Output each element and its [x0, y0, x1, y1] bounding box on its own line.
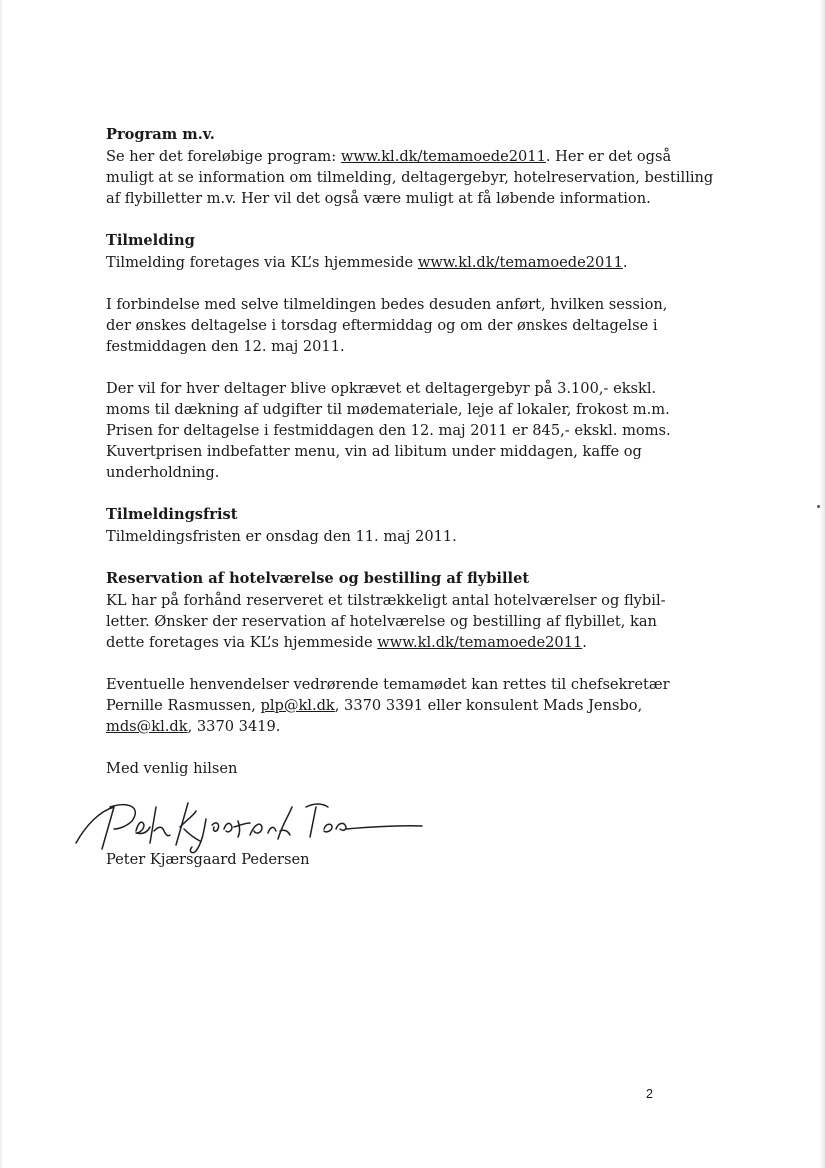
section-contact: [106, 674, 670, 737]
reservation-heading: Reservation af hotelværelse og bestilling af flybillet: [106, 570, 530, 587]
letter-body: [106, 124, 714, 873]
deadline-heading: Tilmeldingsfrist: [106, 506, 238, 523]
fee-line-3: Prisen for deltagelse i festmiddagen den 12. maj 2011 er 845,- ekskl. moms.: [106, 422, 671, 439]
fee-line-4: Kuvertprisen indbefatter menu, vin ad libitum under middagen, kaffe og: [106, 443, 642, 460]
handwritten-signature: [70, 785, 430, 855]
contact-line-3: mds@kl.dk, 3370 3419.: [106, 718, 281, 735]
fee-line-2: moms til dækning af udgifter til mødemateriale, leje af lokaler, frokost m.m.: [106, 401, 670, 418]
reservation-line-2: letter. Ønsker der reservation af hotelværelse og bestilling af flybillet, kan: [106, 613, 657, 630]
contact-line-1: Eventuelle henvendelser vedrørende temamødet kan rettes til chefsekretær: [106, 676, 670, 693]
reservation-link[interactable]: www.kl.dk/temamoede2011: [377, 634, 583, 651]
deadline-line-1: Tilmeldingsfristen er onsdag den 11. maj 2011.: [106, 528, 457, 545]
email-link-mds[interactable]: mds@kl.dk: [106, 718, 188, 735]
section-deadline: [106, 504, 646, 547]
reservation-line-3: dette foretages via KL’s hjemmeside www.kl.dk/temamoede2011.: [106, 634, 587, 651]
scan-edge-right: [819, 0, 825, 1168]
fee-line-5: underholdning.: [106, 464, 220, 481]
reservation-line-1: KL har på forhånd reserveret et tilstrækkeligt antal hotelværelser og flybil-: [106, 592, 666, 609]
tilmelding-line-1: Tilmelding foretages via KL’s hjemmeside www.kl.dk/temamoede2011.: [106, 254, 628, 271]
section-program: [106, 124, 714, 209]
program-line-3: af flybilletter m.v. Her vil det også være muligt at få løbende information.: [106, 190, 651, 207]
program-line-1: Se her det foreløbige program: www.kl.dk/temamoede2011. Her er det også: [106, 148, 672, 165]
section-session: [106, 294, 668, 357]
section-fee: [106, 378, 671, 483]
scan-speck: [817, 505, 820, 508]
tilmelding-heading: Tilmelding: [106, 232, 195, 249]
program-line-2: muligt at se information om tilmelding, deltagergebyr, hotelreservation, bestilling: [106, 169, 714, 186]
session-line-2: der ønskes deltagelse i torsdag eftermiddag og om der ønskes deltagelse i: [106, 317, 658, 334]
signature-block: [106, 785, 646, 873]
contact-line-2: Pernille Rasmussen, plp@kl.dk, 3370 3391 eller konsulent Mads Jensbo,: [106, 697, 643, 714]
program-heading: Program m.v.: [106, 126, 215, 143]
signer-name: Peter Kjærsgaard Pedersen: [106, 851, 310, 868]
program-link[interactable]: www.kl.dk/temamoede2011: [340, 148, 546, 165]
page-number: 2: [646, 1087, 653, 1101]
email-link-plp[interactable]: plp@kl.dk: [260, 697, 335, 714]
session-line-3: festmiddagen den 12. maj 2011.: [106, 338, 345, 355]
section-tilmelding: [106, 230, 646, 273]
scan-edge-left: [0, 0, 3, 1168]
closing-greeting: Med venlig hilsen: [106, 760, 238, 777]
session-line-1: I forbindelse med selve tilmeldingen bedes desuden anført, hvilken session,: [106, 296, 668, 313]
tilmelding-link[interactable]: www.kl.dk/temamoede2011: [417, 254, 623, 271]
fee-line-1: Der vil for hver deltager blive opkrævet et deltagergebyr på 3.100,- ekskl.: [106, 380, 657, 397]
section-reservation: [106, 568, 666, 653]
